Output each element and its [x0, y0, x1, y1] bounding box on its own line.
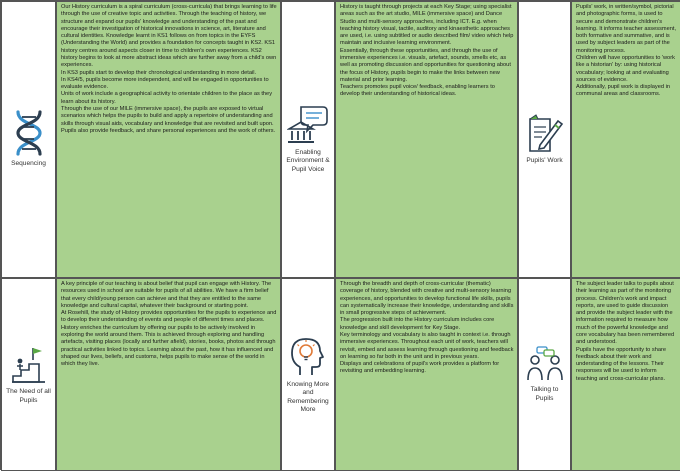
- knowing-more-text-cell: [335, 278, 518, 471]
- knowing-more-cell: [281, 278, 335, 471]
- talking-to-pupils-label: Talking to Pupils: [530, 386, 559, 402]
- conversation-icon: [525, 346, 565, 382]
- pupils-work-text-cell: [571, 1, 680, 278]
- dna-helix-icon: [12, 110, 46, 156]
- pupils-work-cell: [518, 1, 571, 278]
- talking-to-pupils-text-cell: [571, 278, 680, 471]
- sequencing-cell: [1, 1, 56, 278]
- sequencing-text-cell: [56, 1, 281, 278]
- podium-flag-icon: [11, 344, 47, 384]
- head-lightbulb-icon: [288, 335, 328, 377]
- need-of-all-pupils-label: The Need of all Pupils: [6, 388, 51, 404]
- pencil-paper-icon: [526, 113, 564, 153]
- sequencing-text: Our History curriculum is a spiral curriculum (cross-curricula) that brings learning to life through the use of creative topic and activities. Through the teaching of history, we structure and expand our pupils' knowledge and understanding of the past and encourage their investigation of historical innovations in science, art, literature and cultural identities. Knowledge learnt in KS1 follows on from topics in the EYFS (Understanding the World) and provides a foundation for concepts taught in KS2. KS1 history centres around aspects closer in time to children's own experiences. KS2 history begins to look at more abstract ideas which are further away from a child's own experiences. In KS3 pupils start to develop their chronological understanding in more detail. In KS4/5, pupils become more independent, and will be engaged in opportunities to evaluate evidence. Units of work include a geographical activity to orientate children to the place as they learn about its history. Through the use of our MILE (immersive space), the pupils are exposed to virtual scenarios which helps the pupils to build and apply a repertoire of understanding and skills through visual aids, vocabulary and knowledge that are revisited and built upon. Pupils also provide feedback, and share personal experiences and the work of others.: [61, 4, 277, 134]
- pupils-work-label: Pupils' Work: [526, 157, 563, 165]
- environment-text: History is taught through projects at each Key Stage; using specialist areas such as the art studio, MILE (immersive space) and Dance Studio and multi-sensory approaches, including ICT. E.g. when teaching history visual, tactile, auditory and kinaesthetic approaches are used, i.e. using subtitled or audio described film/ video which help maintain and inclusive learning environment. Essentially, through these opportunities, and through the use of immersive experiences i.e. visuals, artefact, sounds, smells etc, as well as promoting discussion and opportunities for questioning about the focus of History, pupils begin to make the links between new material and prior learning. Teachers promotes pupil voice/ feedback, enabling learners to develop their understanding of historical ideas.: [340, 4, 514, 98]
- knowing-more-label: Knowing More and Remembering More: [286, 381, 330, 413]
- need-of-all-pupils-text-cell: [56, 278, 281, 471]
- talking-to-pupils-cell: [518, 278, 571, 471]
- museum-speech-icon: [287, 105, 329, 145]
- talking-to-pupils-text: The subject leader talks to pupils about their learning as part of the monitoring process. Children's work and impact reports, are used to guide discussion and provide the subject leader with the information required to measure how much of the powerful knowledge and core vocabulary has been remembered and understood. Pupils have the opportunity to share feedback about their work and understanding of the lessons. Their responses will be used to inform teaching and cross-curricular plans.: [576, 281, 675, 382]
- environment-text-cell: [335, 1, 518, 278]
- need-of-all-pupils-text: A key principle of our teaching is about belief that pupil can engage with History. The resources used in school are suitable for pupils of all abilities. We have a firm belief that every child/young person can achieve and that they are entitled to the same knowledge and cultural capital, whatever their background or starting point. At Rosehill, the study of History provides opportunities for the pupils to experience and to develop their understanding of events and people of different times and places. History enriches the curriculum by offering our pupils to be actively involved in exploring the world around them. This is achieved through exploring and handling artefacts, visiting places (locally and further afield), stories, books, photos and through practical activities linked to topics. Learning about the past, how it has influenced and shaped our lives, beliefs, and customs, helps pupils to make sense of the world in which they live.: [61, 281, 277, 368]
- knowing-more-text: Through the breadth and depth of cross-curricular (thematic) coverage of history, blended with creative and multi-sensory learning experiences, and opportunities to develop functional life skills, pupils can systematically increase their knowledge, understanding and skills in small progressive steps of achievement. The progression built into the History curriculum includes core knowledge and skill development for Key Stage. Key terminology and vocabulary is also taught in context i.e. through immersive experiences. Throughout each unit of work, teachers will revisit, embed and assess learning through questioning and feedback on learning so far both in the unit and in previous years. Displays and celebrations of pupil's work provides a platform for revisiting and embedding learning.: [340, 281, 514, 375]
- pupils-work-text: Pupils' work, in written/symbol, pictorial and photographic forms, is used to secure and demonstrate children's learning. It informs teacher assessment, both formative and summative, and is used by subject leaders as part of the monitoring process. Children will have opportunities to 'work like a historian' by: using historical vocabulary; looking at and evaluating sources of evidence. Additionally, pupil work is displayed in communal areas and classrooms.: [576, 4, 677, 98]
- environment-cell: [281, 1, 335, 278]
- sequencing-label: Sequencing: [11, 160, 46, 168]
- environment-label: Enabling Environment & Pupil Voice: [286, 149, 330, 173]
- need-of-all-pupils-cell: [1, 278, 56, 471]
